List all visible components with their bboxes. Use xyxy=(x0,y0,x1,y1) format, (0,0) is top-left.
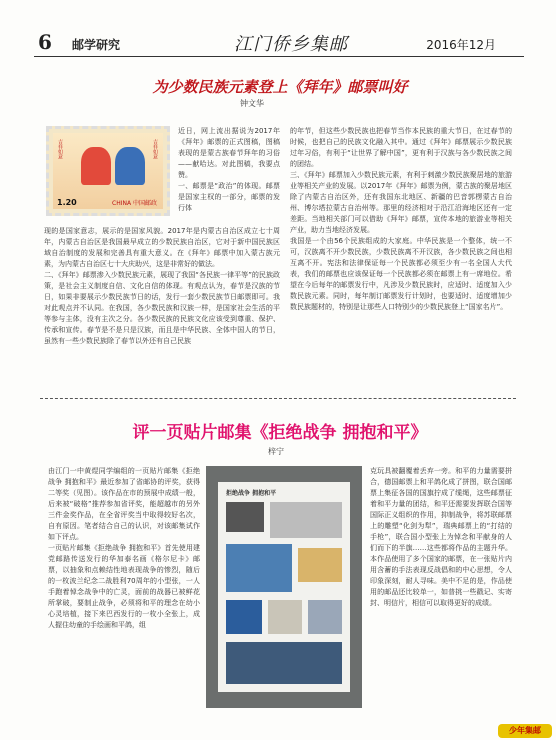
exhibit-photo xyxy=(206,466,362,708)
issue-date: 2016年12月 xyxy=(426,38,496,52)
stamp-figure-right xyxy=(115,147,145,185)
article2-paragraph-right: 克玩具被翻覆着丢弃一旁。和平的力量需要拼合，德国邮票上和平鸽化成了拼图，联合国邮票上集征各国的国旗拧成了缆绳，这些邮票征着和平力量的团结，和平还需要发挥联合国等国际正义组织的作用，抑制战争，将苏联邮票上的雕塑“化剑为犁”，瑞典邮票上的“打结的手枪”，联合国小型张上为悼念和平献身的人们而下的半旗……这些都将作品的主题升华。本作品使用了多个国家的邮票，在一张贴片内用含蓄的手法表现反战倡和的中心思想，令人印象深刻，耐人寻味。美中不足的是，作品使用的邮品还比较单一，如普挑一些戳记、实寄封、明信片，相信可以取得更好的成绩。 xyxy=(370,467,512,607)
bainian-stamp-image xyxy=(46,126,170,216)
article1-author: 钟文华 xyxy=(240,99,264,108)
stamp-sweden xyxy=(308,600,342,634)
stamp-un-flags xyxy=(226,600,262,634)
stamp-artwork xyxy=(53,133,163,209)
stamp-poland-sheet xyxy=(270,502,342,538)
article1-paragraph-left: 现的是国家意志，展示的是国家风貌。2017年是内蒙古自治区成立七十周年，内蒙古自治区是我国最早成立的少数民族自治区，它对于新中国民族区域自治制度的发展和完善具有重大意义。在《拜年》邮票中加入蒙古族元素，为内蒙古自治区七十大庆助兴，这是非常好的做法。 二、《拜年》邮票渗入少数民族元素，展现了我国“各民族一律平等”的民族政策，是社会主义制度自信、文化自信的体现。有观点认为，春节是汉族的节日，如果非要展示少数民族节日的话，发行一套少数民族节日邮票即可。我对此观点并不认同。在我国，各少数民族和汉族一样，是国家社会生活的平等参与主体，没有主次之分。各少数民族的民族文化应该受到尊重、保护、传承和宣传。春节是不是只是汉族，而且是中华民族、全体中国人的节日，虽然有一些少数民族除了春节以外还有自己民族 xyxy=(44,227,280,345)
stamp-value: 1.20 xyxy=(57,198,77,207)
stamp-un-sheet xyxy=(226,642,342,684)
page-number: 6 xyxy=(38,30,52,54)
article1-title: 为少数民族元素登上《拜年》邮票叫好 xyxy=(152,78,408,96)
stamp-figure-left xyxy=(81,147,111,185)
article1-paragraph-beside-stamp: 近日，网上流出据说为2017年《拜年》邮票的正式图稿，图稿表现的是蒙古族春节拜年的习俗——献哈达。对此图稿，我要点赞。 一、邮票是“政治”的体现。邮票是国家主权的一部分，邮票的发行体 xyxy=(178,127,280,212)
stamp-guernica xyxy=(226,502,264,532)
stamp-left-text: 吉祥如意 xyxy=(57,139,63,159)
article2-paragraph-left: 由江门一中黄煜同学编组的一页贴片邮集《拒绝战争 拥抱和平》最近参加了省邮协的评奖，获得二等奖（见图）。该作品在市的预展中成绩一般，后来被“破格”推荐参加省评奖，能超越市的另外三件金奖作品，在全省评奖当中取得较好名次，自有原因。笔者结合自己的认识，对该邮集试作如下评点。 一页贴片邮集《拒绝战争 拥抱和平》首先使用建党邮路传送发行的华加泰名画《格尔尼卡》邮票，以抽象和点赖结性地表现战争的惨烈，随后的一枚波兰纪念二战胜利70周年的小型张，一人手跑着悼念战争中的亡灵，面前的战器已被鲜花所掌破，要制止战争，必须将和平的理念在幼小心灵培植，接下来巴西发行的一枚小全张上，成人握住幼童的手绘画和平鸽，组 xyxy=(48,467,200,629)
masthead-logo: 江门侨乡集邮 xyxy=(234,34,348,55)
section-title: 邮学研究 xyxy=(72,38,121,52)
stamp-ussr xyxy=(268,600,302,634)
stamp-country: CHINA 中国邮政 xyxy=(112,200,157,207)
shaonian-jiyou-badge: 少年集邮 xyxy=(498,724,552,738)
article2-title: 评一页贴片邮集《拒绝战争 拥抱和平》 xyxy=(132,423,428,443)
page-header xyxy=(34,30,524,57)
sheet-title: 拒绝战争 拥抱和平 xyxy=(226,490,277,497)
article1-paragraph-right: 的年节，但这些少数民族也把春节当作本民族的重大节日，在过春节的时候，也把自己的民族文化融入其中。通过《拜年》邮票展示少数民族过年习俗，有利于“让世界了解中国”，更有利于汉族与各少数民族之间的团结。 三、《拜年》邮票加入少数民族元素，有利于刺激少数民族聚居地的旅游业等相关产业的发展。以2017年《拜年》邮票为例，蒙古族的聚居地区除了内蒙古自治区外，还有我国东北地区、新疆的巴音郭楞蒙古自治州、博尔塔拉蒙古自治州等。那里的经济相对于沿江沿海地区还有一定差距。当地相关部门可以借助《拜年》邮票，宣传本地的旅游业等相关产业，助力当地经济发展。 我国是一个由56个民族组成的大家庭。中华民族是一个整体，统一不可，汉族离不开少数民族，少数民族离不开汉族，各少数民族之间也相互离不开。宪法和法律保证每一个民族都必须至少有一名全国人大代表，我们的邮票也应该保证每一个民族都必须在邮票上有一席地位。希望在今后每年的邮票发行中，凡涉及少数民族时，应适时、适度加入少数民族元素。同时，每年制订邮票发行计划时，也要适时、适度增加少数民族题材的，特别是让那些人口特别少的少数民族登上“国家名片”。 xyxy=(290,127,512,311)
stamp-right-text: 吉祥如意 xyxy=(152,139,158,159)
article-divider xyxy=(40,398,516,399)
stamp-germany xyxy=(298,548,342,582)
stamp-brazil-sheet xyxy=(226,544,292,592)
exhibit-sheet xyxy=(218,482,350,692)
article2-author: 梓宁 xyxy=(268,447,284,456)
